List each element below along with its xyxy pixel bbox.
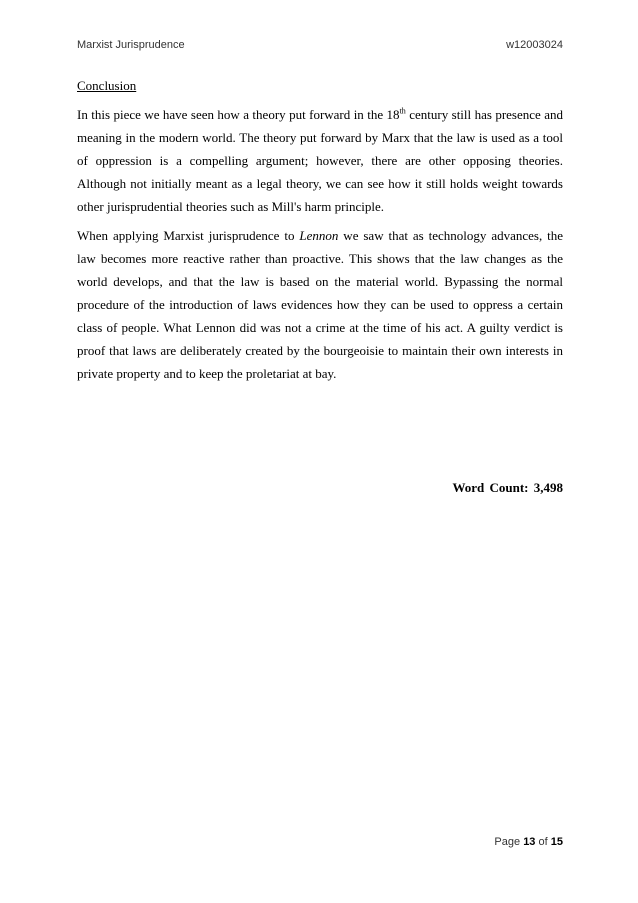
paragraph-1-rest: century still has presence and meaning in the modern world. The theory put forward by Marx that the law is used as a tool of oppression is a compelling argument; however, there are other opposing theories. Although not initially meant as a legal theory, we can see how it still holds weight towards other jurisprudential theories such as Mill's harm principle. (77, 107, 564, 214)
current-page-number: 13 (523, 836, 536, 848)
paragraph-1 (77, 103, 563, 218)
page-header (77, 39, 563, 55)
ordinal-suffix: th (399, 106, 406, 116)
case-name: Lennon (299, 228, 339, 243)
of-label: of (538, 836, 548, 848)
paragraph-2 (77, 224, 563, 385)
document-body (77, 74, 563, 391)
page-footer (494, 836, 563, 848)
section-heading: Conclusion (77, 78, 137, 93)
paragraph-2-rest: we saw that as technology advances, the law becomes more reactive rather than proactive. This shows that the law changes as the world develops, and that the law is based on the material world. Bypassing the normal procedure of the introduction of laws evidences how they can be used to oppress a certain class of people. What Lennon did was not a crime at the time of his act. A guilty verdict is proof that laws are deliberately created by the bourgeoisie to maintain their own interests in private property and to keep the proletariat at bay. (77, 228, 563, 381)
page-label: Page (494, 836, 521, 848)
word-count: Word Count: 3,498 (452, 480, 563, 495)
total-pages-number: 15 (550, 836, 563, 848)
header-student-id: w12003024 (506, 39, 563, 51)
paragraph-2-start: When applying Marxist jurisprudence to (77, 228, 300, 243)
paragraph-1-start: In this piece we have seen how a theory put forward in the 18 (77, 107, 400, 122)
header-title: Marxist Jurisprudence (77, 39, 185, 51)
